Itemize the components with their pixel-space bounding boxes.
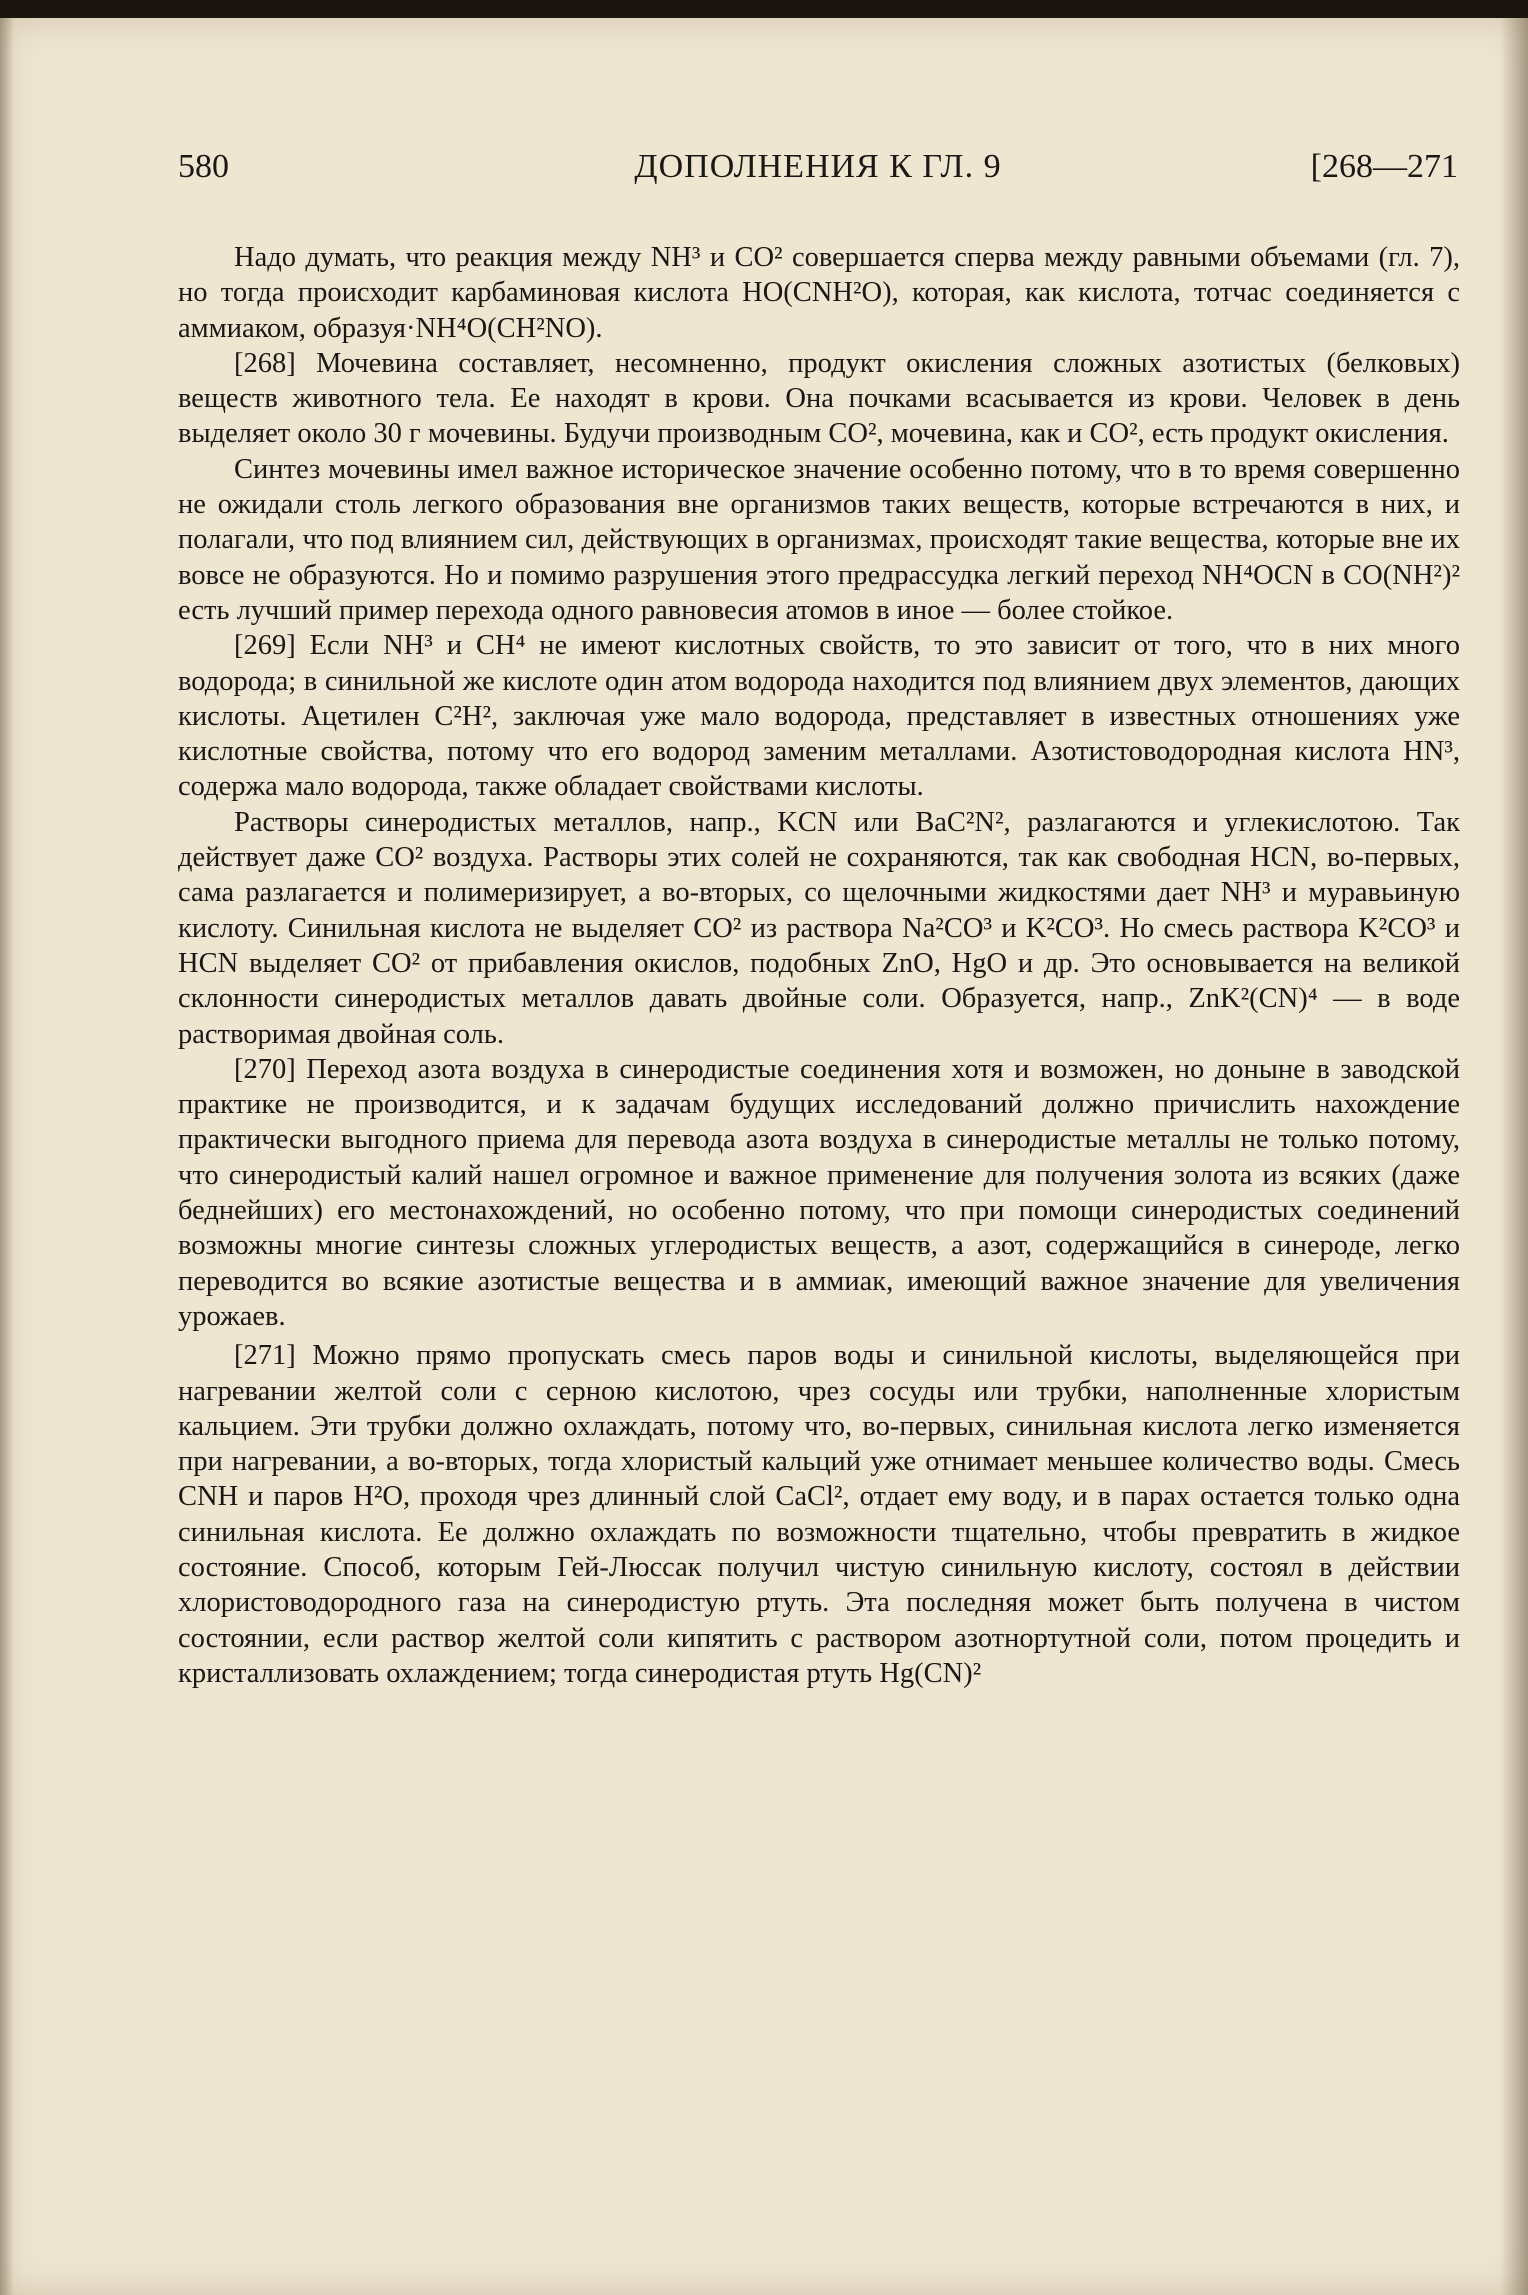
page-edge-shadow (1500, 18, 1528, 2295)
paragraph-268: [268] Мочевина составляет, несомненно, продукт окисления сложных азотистых (белковых) веществ животного тела. Ее находят в крови. Она почками всасывается из крови. Человек в день выделяет около 30 г мочевины. Будучи производным CO², мочевина, как и CO², есть продукт окисления. (178, 347, 1460, 450)
running-header (178, 144, 1458, 190)
paragraph-270: [270] Переход азота воздуха в синеродистые соединения хотя и возможен, но доныне в заводской практике не производится, и к задачам будущих исследований должно причислить нахождение практически выгодного приема для перевода азота воздуха в синеродистые металлы не только потому, что синеродистый калий нашел огромное и важное применение для получения золота из всяких (даже беднейших) его местонахождений, но особенно потому, что при помощи синеродистых соединений возможны многие синтезы сложных углеродистых веществ, а азот, содержащийся в синероде, легко переводится во всякие азотистые вещества и в аммиак, имеющий важное значение для увеличения урожаев. (178, 1053, 1460, 1332)
page-number: 580 (178, 148, 229, 185)
paragraph: Растворы синеродистых металлов, напр., KCN или BaC²N², разлагаются и углекислотою. Так действует даже CO² воздуха. Растворы этих солей не сохраняются, так как свободная HCN, во-первых, сама разлагается и полимеризирует, а во-вторых, со щелочными жидкостями дает NH³ и муравьиную кислоту. Синильная кислота не выделяет CO² из раствора Na²CO³ и K²CO³. Но смесь раствора K²CO³ и HCN выделяет CO² от прибавления окислов, подобных ZnO, HgO и др. Это основывается на великой склонности синеродистых металлов давать двойные соли. Образуется, напр., ZnK²(CN)⁴ — в воде растворимая двойная соль. (178, 806, 1460, 1050)
book-page (0, 18, 1528, 2295)
paragraph-271: [271] Можно прямо пропускать смесь паров воды и синильной кислоты, выделяющейся при нагревании желтой соли с серною кислотою, чрез сосуды или трубки, наполненные хлористым кальцием. Эти трубки должно охлаждать, потому что, во-первых, синильная кислота легко изменяется при нагревании, а во-вторых, тогда хлористый кальций уже отнимает меньшее количество воды. Смесь CNH и паров H²O, проходя чрез длинный слой CaCl², отдает ему воду, и в парах остается только одна синильная кислота. Ее должно охлаждать по возможности тщательно, чтобы превратить в жидкое состояние. Способ, которым Гей-Люссак получил чистую синильную кислоту, состоял в действии хлористоводородного газа на синеродистую ртуть. Эта последняя может быть получена в чистом состоянии, если раствор желтой соли кипятить с раствором азотнортутной соли, потом процедить и кристаллизовать охлаждением; тогда синеродистая ртуть Hg(CN)² (178, 1340, 1460, 1689)
paragraph-269: [269] Если NH³ и CH⁴ не имеют кислотных свойств, то это зависит от того, что в них много водорода; в синильной же кислоте один атом водорода находится под влиянием двух элементов, дающих кислоты. Ацетилен C²H², заключая уже мало водорода, представляет в известных отношениях уже кислотные свойства, потому что его водород заменим металлами. Азотистоводородная кислота HN³, содержа мало водорода, также обладает свойствами кислоты. (178, 630, 1460, 803)
page-body (178, 240, 1460, 1691)
page-left-shadow (0, 18, 14, 2295)
running-title: ДОПОЛНЕНИЯ К ГЛ. 9 (634, 148, 1002, 185)
paragraph: Надо думать, что реакция между NH³ и CO² совершается сперва между равными объемами (гл. 7), но тогда происходит карбаминовая кислота HO(CNH²O), которая, как кислота, тотчас соединяется с аммиаком, образуя·NH⁴O(CH²NO). (178, 242, 1460, 344)
paragraph: Синтез мочевины имел важное историческое значение особенно потому, что в то время совершенно не ожидали столь легкого образования вне организмов таких веществ, которые встречаются в них, и полагали, что под влиянием сил, действующих в организмах, происходят такие вещества, которые вне их вовсе не образуются. Но и помимо разрушения этого предрассудка легкий переход NH⁴OCN в CO(NH²)² есть лучший пример перехода одного равновесия атомов в иное — более стойкое. (178, 453, 1460, 626)
section-range: [268—271 (1310, 148, 1458, 185)
